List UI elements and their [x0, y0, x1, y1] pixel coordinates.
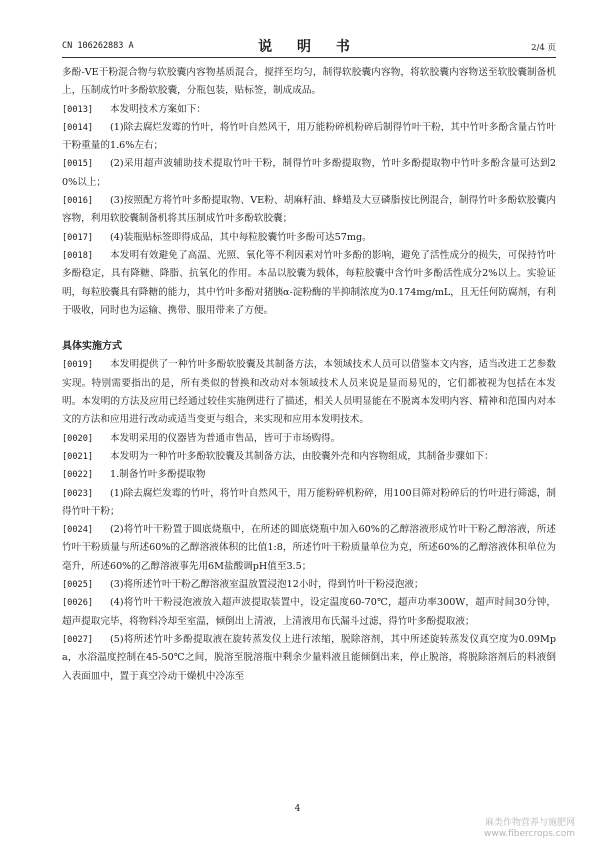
paragraph: [62, 631, 556, 686]
paragraph-number: [0023]: [62, 488, 94, 499]
paragraph-number: [0022]: [62, 470, 94, 481]
paragraph-text: (4)将竹叶干粉浸泡液放入超声波提取装置中，设定温度60-70℃，超声功率300W，超声时间30分钟，超声提取完毕，将物料冷却至室温，倾倒出上清液，上清液用布氏漏斗过滤，得竹叶多酚提取液；: [62, 597, 556, 627]
paragraph: [62, 155, 556, 192]
paragraph-number: [0016]: [62, 196, 94, 207]
paragraph-text: (2)将竹叶干粉置于圆底烧瓶中，在所述的圆底烧瓶中加入60%的乙醇溶液形成竹叶干粉乙醇溶液，所述竹叶干粉质量与所述60%的乙醇溶液体积的比值1:8，所述竹叶干粉质量单位为克，所述60%的乙醇溶液体积单位为毫升，所述60%的乙醇溶液事先用6M盐酸调pH值至3.5；: [62, 524, 556, 572]
paragraph-number: [0018]: [62, 250, 94, 261]
watermark-line-1: 麻类作物营养与施肥网: [484, 818, 575, 828]
paragraph-number: [0025]: [62, 580, 94, 591]
paragraph: [62, 64, 556, 101]
paragraph-number: [0015]: [62, 159, 94, 170]
paragraph-text: (3)按照配方将竹叶多酚提取物、VE粉、胡麻籽油、蜂蜡及大豆磷脂按比例混合，制得竹叶多酚软胶囊内容物，利用软胶囊制备机将其压制成竹叶多酚软胶囊；: [62, 195, 556, 225]
paragraph-text: (2)采用超声波辅助技术提取竹叶干粉，制得竹叶多酚提取物，竹叶多酚提取物中竹叶多酚含量可达到20%以上；: [62, 158, 556, 188]
paragraph-number: [0024]: [62, 525, 94, 536]
paragraph-text: (3)将所述竹叶干粉乙醇溶液室温放置浸泡12小时，得到竹叶干粉浸泡液；: [110, 579, 424, 591]
document-title: 说 明 书: [258, 39, 360, 55]
paragraph-number: [0013]: [62, 104, 94, 115]
section-heading: [62, 338, 556, 356]
paragraph: [62, 119, 556, 156]
paragraph: [62, 247, 556, 320]
paragraph-text: (1)除去腐烂发霉的竹叶，将竹叶自然风干，用万能粉碎机粉碎，用100目筛对粉碎后的竹叶进行筛滤，制得竹叶干粉；: [62, 487, 556, 517]
page-header: [62, 36, 556, 56]
paragraph-text: 具体实施方式: [62, 341, 122, 353]
paragraph-number: [0017]: [62, 232, 94, 243]
paragraph-text: 1.制备竹叶多酚提取物: [110, 469, 206, 481]
paragraph: [62, 192, 556, 229]
paragraph: [62, 430, 556, 448]
page-number: 4: [294, 804, 301, 814]
paragraph-number: [0019]: [62, 360, 94, 371]
paragraph-number: [0027]: [62, 634, 94, 645]
paragraph: [62, 101, 556, 119]
paragraph-text: 多酚-VE干粉混合物与软胶囊内容物基质混合，搅拌至均匀，制得软胶囊内容物，将软胶囊内容物送至软胶囊制备机上，压制成竹叶多酚软胶囊，分瓶包装，贴标签，制成成品。: [62, 67, 556, 97]
watermark-line-2: www.fibercrops.com: [484, 829, 575, 839]
paragraph: [62, 576, 556, 594]
page-indicator: 2/4 页: [531, 43, 556, 53]
paragraph-number: [0026]: [62, 598, 94, 609]
paragraph: [62, 356, 556, 429]
paragraph-number: [0014]: [62, 122, 94, 133]
paragraph-text: 本发明采用的仪器皆为普通市售品，皆可于市场购得。: [110, 432, 341, 444]
document-body: [62, 64, 556, 686]
paragraph-number: [0021]: [62, 451, 94, 462]
paragraph: [62, 521, 556, 576]
paragraph: [62, 594, 556, 631]
paragraph: [62, 485, 556, 522]
patent-number: CN 106262883 A: [62, 41, 134, 51]
paragraph-text: 本发明提供了一种竹叶多酚软胶囊及其制备方法，本领域技术人员可以借鉴本文内容，适当改进工艺参数实现。特别需要指出的是，所有类似的替换和改动对本领域技术人员来说是显而易见的，它们都被视为包括在本发明。本发明的方法及应用已经通过较佳实施例进行了描述，相关人员明显能在不脱离本发明内容、精神和范围内对本文的方法和应用进行改动或适当变更与组合，来实现和应用本发明技术。: [62, 359, 556, 426]
paragraph-text: (5)将所述竹叶多酚提取液在旋转蒸发仪上进行浓缩，脱除溶剂，其中所述旋转蒸发仪真空度为0.09Mpa，水浴温度控制在45-50℃之间，脱溶至脱溶瓶中剩余少量料液且能倾倒出来，停止脱溶，将脱除溶剂后的料液倒入表面皿中，置于真空冷动干燥机中冷冻至: [62, 633, 556, 682]
paragraph-text: 本发明为一种竹叶多酚软胶囊及其制备方法，由胶囊外壳和内容物组成，其制备步骤如下：: [110, 450, 494, 462]
paragraph: [62, 448, 556, 466]
watermark: [484, 818, 575, 840]
paragraph-text: (1)除去腐烂发霉的竹叶，将竹叶自然风干，用万能粉碎机粉碎后制得竹叶干粉，其中竹叶多酚含量占竹叶干粉重量的1.6%左右；: [62, 121, 556, 152]
paragraph-text: 本发明有效避免了高温、光照、氧化等不利因素对竹叶多酚的影响，避免了活性成分的损失，可保持竹叶多酚稳定，具有降糖、降脂、抗氧化的作用。本品以胶囊为载体，每粒胶囊中含竹叶多酚活性成分2%以上。实验证明，每粒胶囊具有降糖的能力，其中竹叶多酚对猪胰α-淀粉酶的半抑制浓度为0.174mg/mL，且无任何防腐剂，有利于吸收，同时也为运输、携带、服用带来了方便。: [62, 249, 556, 316]
paragraph: [62, 229, 556, 247]
paragraph-text: 本发明技术方案如下：: [110, 103, 206, 115]
paragraph: [62, 466, 556, 484]
paragraph-text: (4)装瓶贴标签即得成品，其中每粒胶囊竹叶多酚可达57mg。: [110, 231, 372, 243]
paragraph-number: [0020]: [62, 433, 94, 444]
header-rule: [62, 57, 556, 58]
